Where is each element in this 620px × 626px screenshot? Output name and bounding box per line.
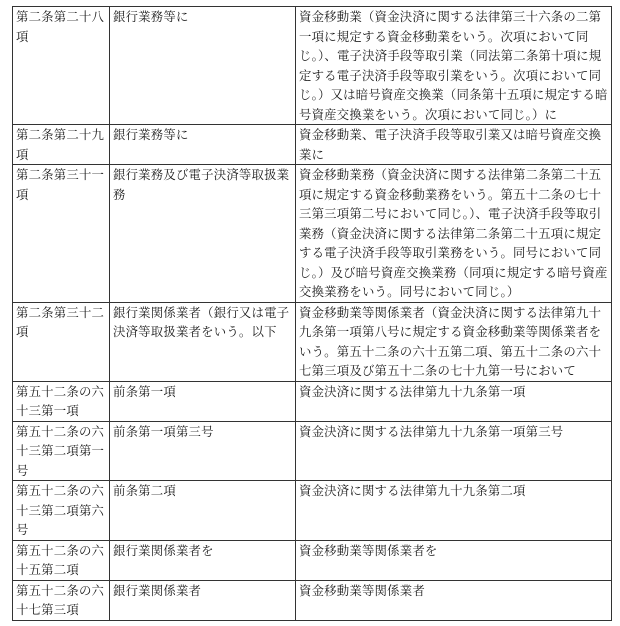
original-text-cell: 銀行業関係業者（銀行又は電子決済等取扱業者をいう。以下 (110, 302, 296, 381)
original-text-cell: 銀行業務等に (110, 7, 296, 125)
article-cell: 第二条第二十九項 (13, 125, 110, 165)
original-text-cell: 銀行業関係業者 (110, 580, 296, 620)
table-row (13, 302, 612, 381)
replacement-text-cell: 資金移動業等関係業者 (296, 580, 612, 620)
table-row (13, 540, 612, 580)
replacement-text-cell: 資金決済に関する法律第九十九条第二項 (296, 481, 612, 541)
article-cell: 第二条第三十二項 (13, 302, 110, 381)
original-text-cell: 銀行業務及び電子決済等取扱業務 (110, 165, 296, 303)
replacement-text-cell: 資金決済に関する法律第九十九条第一項第三号 (296, 421, 612, 481)
table-row (13, 7, 612, 125)
article-cell: 第五十二条の六十三第二項第一号 (13, 421, 110, 481)
table-row (13, 381, 612, 421)
article-cell: 第二条第二十八項 (13, 7, 110, 125)
replacement-text-cell: 資金決済に関する法律第九十九条第一項 (296, 381, 612, 421)
replacement-text-cell: 資金移動業、電子決済手段等取引業又は暗号資産交換業に (296, 125, 612, 165)
article-cell: 第五十二条の六十三第二項第六号 (13, 481, 110, 541)
article-cell: 第五十二条の六十三第一項 (13, 381, 110, 421)
original-text-cell: 前条第一項第三号 (110, 421, 296, 481)
table-row (13, 165, 612, 303)
article-cell: 第五十二条の六十七第三項 (13, 580, 110, 620)
table-row (13, 580, 612, 620)
original-text-cell: 前条第二項 (110, 481, 296, 541)
table-row (13, 481, 612, 541)
original-text-cell: 銀行業務等に (110, 125, 296, 165)
replacement-text-cell: 資金移動業等関係業者（資金決済に関する法律第九十九条第一項第八号に規定する資金移動業等関係業者をいう。第五十二条の六十五第二項、第五十二条の六十七第三項及び第五十二条の七十九第一号において (296, 302, 612, 381)
original-text-cell: 前条第一項 (110, 381, 296, 421)
table-row (13, 421, 612, 481)
replacement-text-cell: 資金移動業務（資金決済に関する法律第二条第二十五項に規定する資金移動業務をいう。第五十二条の七十三第三項第二号において同じ。）、電子決済手段等取引業務（資金決済に関する法律第二条第二十五項に規定する電子決済手段等取引業務をいう。同号において同じ。）及び暗号資産交換業務（同項に規定する暗号資産交換業務をいう。同号において同じ。） (296, 165, 612, 303)
table-row (13, 125, 612, 165)
article-cell: 第二条第三十一項 (13, 165, 110, 303)
original-text-cell: 銀行業関係業者を (110, 540, 296, 580)
replacement-table (12, 6, 612, 621)
replacement-text-cell: 資金移動業（資金決済に関する法律第三十六条の二第一項に規定する資金移動業をいう。次項において同じ。）、電子決済手段等取引業（同法第二条第十項に規定する電子決済手段等取引業をいう。次項において同じ。）又は暗号資産交換業（同条第十五項に規定する暗号資産交換業をいう。次項において同じ。）に (296, 7, 612, 125)
replacement-text-cell: 資金移動業等関係業者を (296, 540, 612, 580)
article-cell: 第五十二条の六十五第二項 (13, 540, 110, 580)
